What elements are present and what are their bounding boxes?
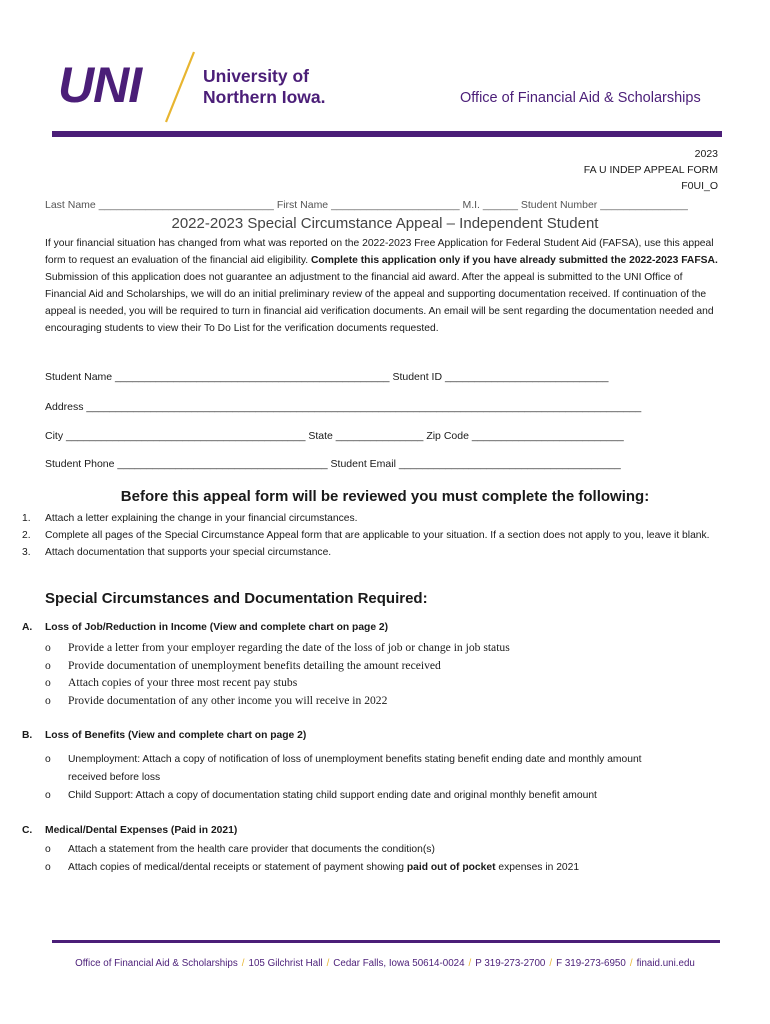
university-line-1: University of bbox=[203, 66, 309, 86]
form-year: 2023 bbox=[694, 148, 718, 160]
footer-separator: / bbox=[241, 958, 245, 969]
footer-fax: F 319-273-6950 bbox=[556, 958, 626, 969]
state-field[interactable]: State _______________ bbox=[308, 430, 424, 442]
bullet-glyph: o bbox=[45, 641, 51, 654]
section-b-list bbox=[45, 751, 655, 805]
office-title: Office of Financial Aid & Scholarships bbox=[460, 90, 701, 106]
footer-office: Office of Financial Aid & Scholarships bbox=[75, 958, 238, 969]
section-a-list bbox=[45, 639, 725, 709]
address-field[interactable]: Address _______________________________________________________________________________________________ bbox=[45, 401, 642, 413]
mi-field[interactable]: M.I. ______ bbox=[462, 199, 518, 211]
footer-web-link[interactable]: finaid.uni.edu bbox=[636, 958, 695, 969]
student-email-field[interactable]: Student Email ______________________________________ bbox=[330, 458, 621, 470]
form-name: FA U INDEP APPEAL FORM bbox=[583, 164, 718, 176]
step-number: 2. bbox=[22, 530, 31, 541]
step-number: 1. bbox=[22, 513, 31, 524]
student-number-field[interactable]: Student Number _______________ bbox=[520, 199, 688, 211]
list-item bbox=[45, 787, 748, 805]
step-item bbox=[22, 527, 722, 544]
student-name-field[interactable]: Student Name _______________________________________________ bbox=[45, 371, 390, 383]
list-item-text: Attach copies of your three most recent pay stubs bbox=[68, 676, 298, 689]
section-c-title bbox=[22, 825, 237, 836]
bullet-glyph: o bbox=[45, 676, 51, 689]
section-b-title bbox=[22, 730, 306, 741]
university-line-2: Northern Iowa bbox=[203, 87, 321, 107]
student-name-row bbox=[45, 371, 608, 383]
address-row bbox=[45, 401, 641, 413]
bullet-glyph: o bbox=[45, 862, 51, 873]
intro-bold: Complete this application only if you have already submitted the 2022-2023 FAFSA. bbox=[310, 255, 718, 266]
bullet-glyph: o bbox=[45, 658, 51, 672]
list-item-text-bold: paid out of pocket bbox=[406, 862, 496, 873]
form-meta bbox=[584, 146, 718, 194]
student-phone-field[interactable]: Student Phone ____________________________________ bbox=[45, 458, 328, 470]
logo-slash-icon bbox=[160, 50, 200, 125]
review-heading: Before this appeal form will be reviewed you must complete the following: bbox=[120, 488, 650, 505]
list-item bbox=[45, 657, 725, 675]
list-item-text-post: expenses in 2021 bbox=[495, 862, 580, 873]
university-name bbox=[203, 66, 326, 108]
list-item bbox=[45, 692, 725, 710]
step-item bbox=[22, 544, 722, 561]
form-title: 2022-2023 Special Circumstance Appeal – Independent Student bbox=[171, 215, 599, 232]
intro-text-2: Submission of this application does not guarantee an adjustment to the financial aid award. After the appeal is submitted to the UNI Office of Financial Aid and Scholarships, we will do an initial preliminary review of the appeal and supporting documentation received. If continuation of the appeal is needed, you will be required to turn in financial aid verification documents. An email will be sent regarding the documentation needed and encouraging students to view their To Do List for the verification documents requested. bbox=[45, 272, 714, 334]
phone-row bbox=[45, 458, 621, 470]
footer bbox=[0, 958, 770, 969]
form-code: F0UI_O bbox=[681, 180, 718, 192]
city-field[interactable]: City _________________________________________ bbox=[45, 430, 306, 442]
list-item-text: Child Support: Attach a copy of documentation stating child support ending date and original monthly benefit amount bbox=[68, 790, 597, 801]
city-row bbox=[45, 430, 624, 442]
university-line-2-wrap bbox=[203, 87, 326, 108]
section-letter: C. bbox=[22, 825, 33, 836]
list-item-text: Provide documentation of unemployment benefits detailing the amount received bbox=[68, 658, 441, 672]
first-name-field[interactable]: First Name ______________________ bbox=[276, 199, 460, 211]
special-circumstances-heading: Special Circumstances and Documentation Required: bbox=[45, 590, 428, 607]
intro-paragraph bbox=[45, 235, 725, 337]
intro-text-1: If your financial situation has changed from what was reported on the 2022-2023 Free Application for Federal Student Aid (FAFSA), use this appeal form to request an evaluation of the financial aid eligibility. bbox=[45, 238, 714, 266]
section-c-list bbox=[45, 841, 725, 877]
footer-separator: / bbox=[629, 958, 633, 969]
footer-phone: P 319-273-2700 bbox=[475, 958, 546, 969]
student-id-field[interactable]: Student ID ____________________________ bbox=[392, 371, 609, 383]
footer-separator: / bbox=[326, 958, 330, 969]
footer-divider bbox=[52, 940, 720, 943]
university-mark: . bbox=[320, 87, 326, 107]
list-item bbox=[45, 859, 725, 877]
section-letter: A. bbox=[22, 622, 33, 633]
footer-separator: / bbox=[549, 958, 553, 969]
section-letter: B. bbox=[22, 730, 33, 741]
zip-field[interactable]: Zip Code __________________________ bbox=[426, 430, 624, 442]
step-text: Attach a letter explaining the change in your financial circumstances. bbox=[45, 513, 358, 524]
bullet-glyph: o bbox=[45, 844, 51, 855]
uni-logo: UNI bbox=[58, 57, 142, 113]
last-name-field[interactable]: Last Name ______________________________ bbox=[45, 199, 274, 211]
section-title-text: Medical/Dental Expenses (Paid in 2021) bbox=[45, 825, 238, 836]
list-item-text: Attach a statement from the health care provider that documents the condition(s) bbox=[68, 844, 435, 855]
step-text: Complete all pages of the Special Circumstance Appeal form that are applicable to your situation. If a section does not apply to you, leave it blank. bbox=[45, 530, 710, 541]
bullet-glyph: o bbox=[45, 754, 51, 765]
list-item bbox=[45, 751, 655, 787]
list-item bbox=[45, 841, 725, 859]
step-item bbox=[22, 510, 722, 527]
footer-city: Cedar Falls, Iowa 50614-0024 bbox=[333, 958, 465, 969]
list-item bbox=[45, 639, 725, 657]
list-item bbox=[45, 674, 725, 692]
list-item-text: Provide a letter from your employer regarding the date of the loss of job or change in job status bbox=[68, 641, 510, 654]
bullet-glyph: o bbox=[45, 790, 51, 801]
list-item-text: Unemployment: Attach a copy of notification of loss of unemployment benefits stating benefit ending date and monthly amount received before loss bbox=[68, 754, 642, 783]
header-divider bbox=[52, 131, 722, 137]
list-item-text-pre: Attach copies of medical/dental receipts or statement of payment showing bbox=[68, 862, 407, 873]
section-a-title bbox=[22, 622, 388, 633]
step-number: 3. bbox=[22, 547, 31, 558]
step-text: Attach documentation that supports your special circumstance. bbox=[45, 547, 332, 558]
footer-address: 105 Gilchrist Hall bbox=[248, 958, 323, 969]
steps-list bbox=[22, 510, 722, 561]
footer-separator: / bbox=[468, 958, 472, 969]
section-title-text: Loss of Job/Reduction in Income (View and complete chart on page 2) bbox=[45, 622, 389, 633]
list-item-text: Provide documentation of any other income you will receive in 2022 bbox=[68, 693, 388, 707]
section-title-text: Loss of Benefits (View and complete chart on page 2) bbox=[45, 730, 307, 741]
bullet-glyph: o bbox=[45, 693, 51, 707]
name-line bbox=[45, 199, 720, 211]
